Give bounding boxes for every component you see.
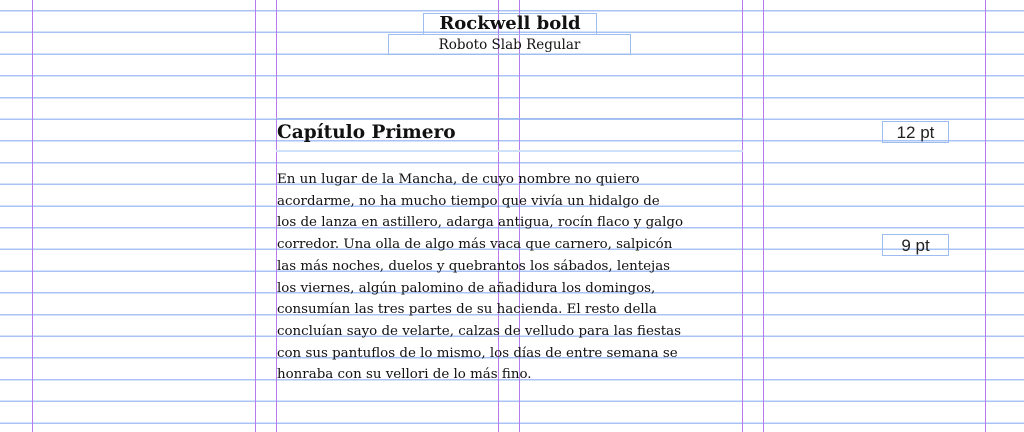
body-line: con sus pantuflos de lo mismo, los días de entre semana se xyxy=(277,345,678,361)
body-line: En un lugar de la Mancha, de cuyo nombre no quiero xyxy=(277,172,640,187)
heading-top-rule xyxy=(276,118,743,119)
column-guide xyxy=(742,0,743,432)
body-line: corredor. Una olla de algo más vaca que carnero, salpicón xyxy=(277,237,673,253)
heading-size-label: 12 pt xyxy=(882,121,949,143)
page-title: Rockwell bold xyxy=(439,13,581,34)
column-guide xyxy=(763,0,764,432)
body-line: los de lanza en astillero, adarga antigua, rocín flaco y galgo xyxy=(277,215,684,231)
column-guide xyxy=(985,0,986,432)
heading-bottom-rule xyxy=(276,150,743,152)
body-line: consumían las tres partes de su hacienda. El resto della xyxy=(277,302,657,318)
body-size-label: 9 pt xyxy=(882,234,949,256)
column-guide xyxy=(255,0,256,432)
body-line: los viernes, algún palomino de añadidura los domingos, xyxy=(277,280,656,296)
chapter-heading: Capítulo Primero xyxy=(277,122,456,143)
body-line: concluían sayo de velarte, calzas de velludo para las fiestas xyxy=(277,323,682,339)
body-line: acordarme, no ha mucho tiempo que vivía un hidalgo de xyxy=(277,193,660,209)
column-guide xyxy=(32,0,33,432)
body-paragraph xyxy=(277,169,683,386)
page-subtitle: Roboto Slab Regular xyxy=(438,37,581,53)
body-line: honraba con su vellori de lo más fino. xyxy=(277,367,532,383)
body-line: las más noches, duelos y quebrantos los sábados, lentejas xyxy=(277,258,671,274)
